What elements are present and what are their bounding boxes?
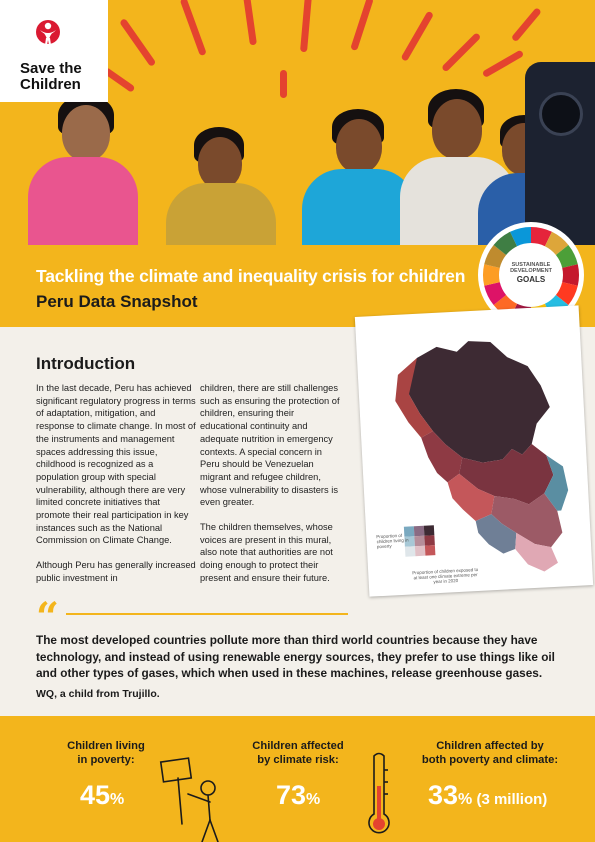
sun-ray — [482, 49, 524, 78]
intro-paragraph: Although Peru has generally increased public investment in — [36, 560, 196, 583]
stat-number: 45 — [80, 780, 111, 810]
stat-label-poverty — [46, 739, 166, 767]
stat-label-line: Children affected by — [436, 740, 544, 752]
sun-ray — [441, 32, 481, 72]
intro-column-2 — [200, 382, 342, 597]
peru-choropleth-map — [355, 305, 593, 596]
child-figure — [28, 95, 138, 245]
logo-text-line2: Children — [20, 76, 81, 93]
stat-extra: (3 million) — [472, 791, 548, 808]
stat-label-line: both poverty and climate: — [421, 754, 559, 766]
stat-label-both — [410, 739, 570, 767]
stats-band — [0, 716, 595, 842]
children-photo — [0, 85, 595, 245]
sun-ray — [300, 0, 312, 52]
page-title: Tackling the climate and inequality crisis for children — [36, 266, 466, 286]
sdg-text-1: SUSTAINABLE — [511, 262, 551, 268]
sun-ray — [180, 0, 207, 56]
intro-column-1 — [36, 382, 196, 597]
stat-label-line: Children affected — [252, 740, 344, 752]
logo-child-icon — [34, 16, 62, 50]
child-quote: The most developed countries pollute more than third world countries because they have technology, and instead of using renewable energy sources, they prefer to use things like oil and other types of gases, which when used in these machines, release greenhouse gases. — [36, 633, 555, 680]
sdg-text-2: DEVELOPMENT — [510, 268, 552, 274]
stat-label-line: by climate risk: — [257, 754, 339, 766]
sun-ray — [350, 0, 374, 51]
intro-paragraph: children, there are still challenges such as ensuring the protection of children, ensuring their educational continuity and adequate nutrition in emergency contexts. A special concern in Peru should be Venezuelan migrant and refugee children, whose vulnerability to disasters is even greater. — [200, 383, 340, 508]
sun-ray — [511, 7, 542, 42]
quote-divider — [66, 613, 348, 615]
sun-ray — [400, 11, 434, 62]
quote-mark-icon: “ — [36, 594, 60, 641]
peru-map-card — [355, 305, 593, 596]
stat-label-climate — [238, 739, 358, 767]
thermometer-icon — [364, 750, 394, 842]
sdg-text-3: GOALS — [516, 275, 546, 284]
stat-number: 73 — [276, 780, 307, 810]
intro-heading: Introduction — [36, 354, 136, 373]
stat-unit: % — [458, 791, 473, 808]
map-legend-note: Proportion of children exposed to at least one climate extreme per year in 2020 — [412, 566, 479, 585]
stat-unit: % — [110, 791, 125, 808]
child-figure — [160, 127, 280, 245]
logo-text-line1: Save the — [20, 60, 82, 77]
stat-value-poverty — [80, 780, 124, 811]
intro-paragraph: In the last decade, Peru has achieved significant regulatory progress in terms of adaptation, mitigation, and response to climate change. In most of the instruments and management spaces addressing this issue, childhood is recognized as a population group with special vulnerability, although there are very limited concrete initiatives that promote their real participation in key instances such as the National Commission on Climate Change. — [36, 383, 196, 546]
quote-author: WQ, a child from Trujillo. — [36, 688, 160, 700]
stat-label-line: in poverty: — [77, 754, 135, 766]
page-subtitle: Peru Data Snapshot — [36, 292, 198, 311]
stat-value-both — [428, 780, 547, 811]
map-legend-label: Proportion of children living in poverty — [376, 532, 409, 550]
intro-paragraph: The children themselves, whose voices are present in this mural, also note that authorities are not doing enough to protect their present and ensure their future. — [200, 522, 333, 583]
speaker-decor — [525, 62, 595, 245]
stat-unit: % — [306, 791, 321, 808]
save-the-children-logo[interactable] — [0, 0, 108, 102]
sdg-center — [508, 252, 554, 298]
stat-number: 33 — [428, 780, 459, 810]
sun-ray — [242, 0, 257, 45]
stat-value-climate — [276, 780, 320, 811]
sun-ray — [119, 18, 156, 67]
stat-label-line: Children living — [67, 740, 145, 752]
hero-banner — [0, 0, 595, 245]
protest-sign-icon — [158, 754, 230, 842]
